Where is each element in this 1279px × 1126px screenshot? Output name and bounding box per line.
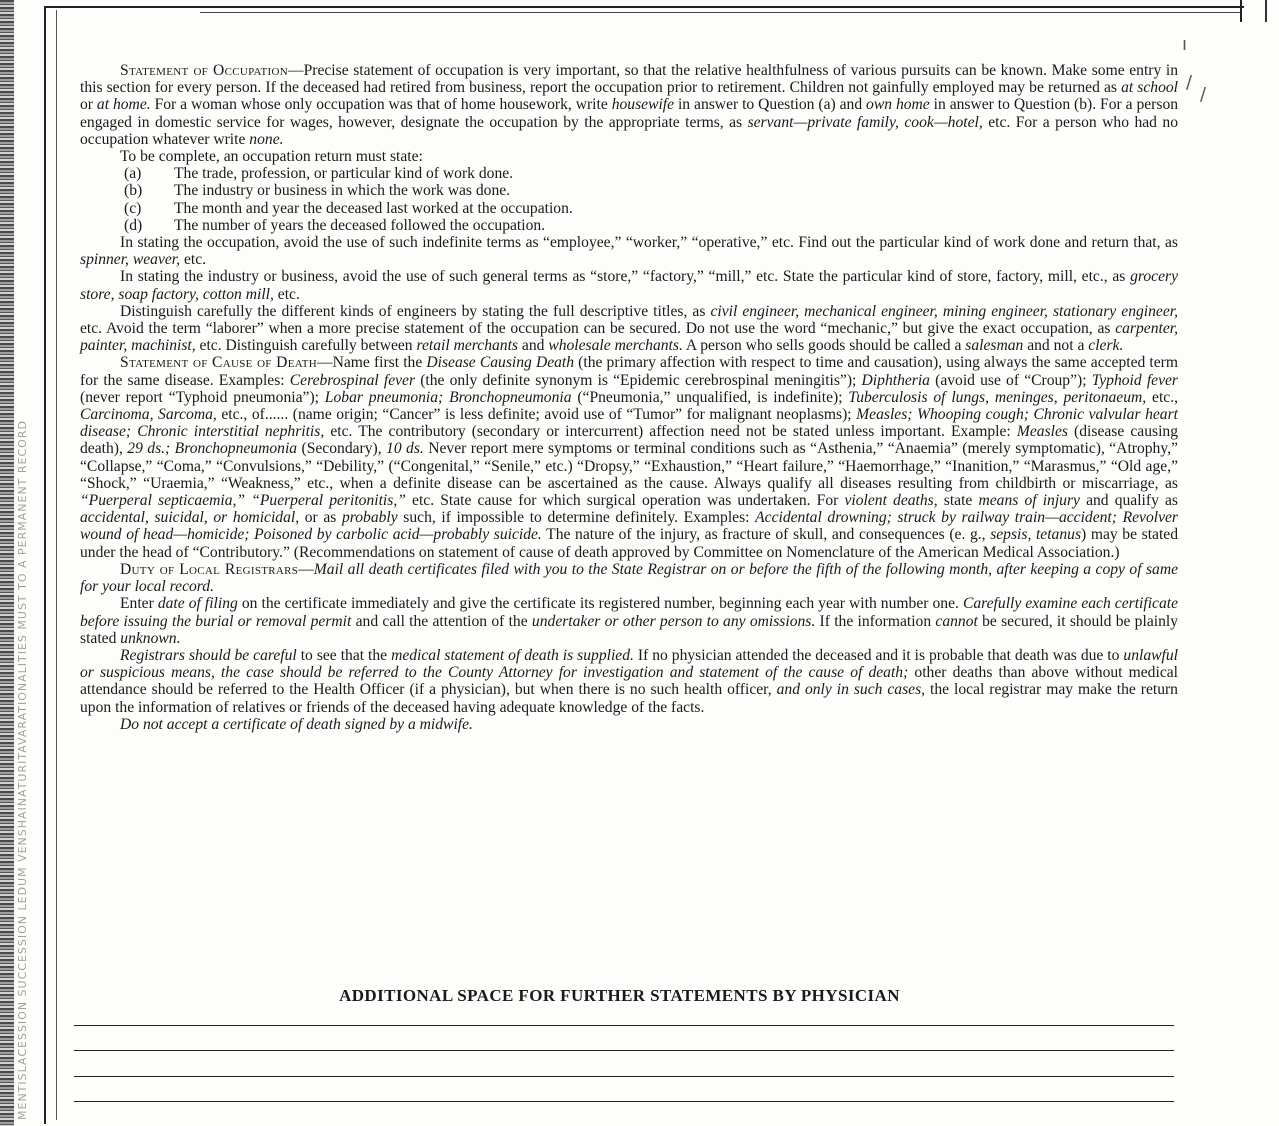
physician-statement-line[interactable] — [74, 1025, 1174, 1026]
engineers-paragraph: Distinguish carefully the different kinds of engineers by stating the full descriptive titles, as civil engineer, mechanical engineer, mining engineer, stationary engineer, etc. Avoid the term “laborer” when a more precise statement of the occupation can be secured. Do not use the word “mechanic,” but give the exact occupation, as carpenter, painter, machinist, etc. Distinguish carefully between retail merchants and wholesale merchants. A person who sells goods should be called a salesman and not a clerk. — [80, 302, 1178, 355]
list-item: (a) The trade, profession, or particular kind of work done. — [124, 165, 514, 183]
midwife-note: Do not accept a certificate of death signed by a midwife. — [120, 715, 473, 733]
frame-line-right — [1240, 0, 1242, 22]
physician-statement-line[interactable] — [74, 1050, 1174, 1051]
registrars-paragraph: Registrars should be careful to see that the medical statement of death is supplied. If no physician attended the deceased and it is probable that death was due to unlawful or suspicious means, the case should be referred to the County Attorney for investigation and statement of the cause of death; other deaths than above without medical attendance should be referred to the Health Officer (if a physician), but when there is no such health officer, and only in such cases, the local registrar may make the return upon the information of relatives or friends of the deceased having adequate knowledge of the facts. — [80, 646, 1178, 716]
frame-line-top — [44, 6, 1244, 8]
scan-mark: / — [1186, 72, 1193, 93]
stating-occupation-paragraph: In stating the occupation, avoid the use of such indefinite terms as “employee,” “worker,” “operative,” etc. Find out the particular kind of work done and return that, as spinner, weaver, etc. — [80, 234, 1178, 269]
occupation-heading: Statement of Occupation — [120, 62, 288, 79]
frame-line-left-inner — [56, 10, 57, 1120]
additional-space-heading: ADDITIONAL SPACE FOR FURTHER STATEMENTS BY PHYSICIAN — [339, 986, 900, 1005]
complete-intro: To be complete, an occupation return must state: — [120, 148, 423, 166]
enter-date-paragraph: Enter date of filing on the certificate immediately and give the certificate its registered number, beginning each year with number one. Carefully examine each certificate before issuing the burial or removal permit and call the attention of the undertaker or other person to any omissions. If the information cannot be secured, it should be plainly stated unknown. — [80, 595, 1179, 647]
physician-statement-line[interactable] — [74, 1101, 1174, 1102]
frame-line-left — [44, 6, 46, 1124]
duty-paragraph: Duty of Local Registrars—Mail all death certificates filed with you to the State Registrar on or before the fifth of the following month, after keeping a copy of same for your local record. — [80, 560, 1179, 596]
list-item: (c) The month and year the deceased last worked at the occupation. — [124, 199, 573, 217]
occupation-requirements-list — [124, 165, 1178, 234]
stating-industry-paragraph: In stating the industry or business, avoid the use of such general terms as “store,” “factory,” “mill,” etc. State the particular kind of store, factory, mill, etc., as grocery store, soap factory, cotton mill, etc. — [80, 268, 1178, 303]
scan-mark: / — [1200, 84, 1207, 105]
frame-line-right-outer — [1265, 0, 1267, 22]
frame-line-top-inner — [200, 12, 1240, 13]
occupation-paragraph: Statement of Occupation—Precise statement of occupation is very important, so that the relative healthfulness of various pursuits can be known. Make some entry in this section for every person. If the deceased had retired from business, report the occupation prior to retirement. Children not gainfully employed may be returned as at school or at home. For a woman whose only occupation was that of home housework, write housewife in answer to Question (a) and own home in answer to Question (b). For a person engaged in domestic service for wages, however, designate the occupation by the appropriate terms, as servant—private family, cook—hotel, etc. For a person who had no occupation whatever write none. — [80, 62, 1179, 148]
scan-binding-strip — [0, 0, 14, 1126]
list-item: (d) The number of years the deceased followed the occupation. — [124, 216, 546, 234]
scan-mark: ı — [1182, 34, 1188, 55]
duty-heading: Duty of Local Registrars — [120, 560, 299, 578]
cause-of-death-paragraph: Statement of Cause of Death—Name first the Disease Causing Death (the primary affection with respect to time and causation), using always the same accepted term for the same disease. Examples: Cerebrospinal fever (the only definite synonym is “Epidemic cerebrospinal meningitis”); Diphtheria (avoid use of “Croup”); Typhoid fever (never report “Typhoid pneumonia”); Lobar pneumonia; Bronchopneumonia (“Pneumonia,” unqualified, is indefinite); Tuberculosis of lungs, meninges, peritonaeum, etc., Carcinoma, Sarcoma, etc., of...... (name origin; “Cancer” is less definite; avoid use of “Tumor” for malignant neoplasms); Measles; Whooping cough; Chronic valvular heart disease; Chronic interstitial nephritis, etc. The contributory (secondary or intercurrent) affection need not be stated unless important. Example: Measles (disease causing death), 29 ds.; Bronchopneumonia (Secondary), 10 ds. Never report mere symptoms or terminal conditions such as “Asthenia,” “Anaemia” (merely symptomatic), “Atrophy,” “Collapse,” “Coma,” “Convulsions,” “Debility,” (“Congenital,” “Senile,” etc.) “Dropsy,” “Exhaustion,” “Heart failure,” “Haemorrhage,” “Inanition,” “Marasmus,” “Old age,” “Shock,” “Uraemia,” “Weakness,” etc., when a definite disease can be ascertained as the cause. Always qualify all diseases resulting from childbirth or miscarriage, as “Puerperal septicaemia,” “Puerperal peritonitis,” etc. State cause for which surgical operation was undertaken. For violent deaths, state means of injury and qualify as accidental, suicidal, or homicidal, or as probably such, if impossible to determine definitely. Examples: Accidental drowning; struck by railway train—accident; Revolver wound of head—homicide; Poisoned by carbolic acid—probably suicide. The nature of the injury, as fracture of skull, and consequences (e. g., sepsis, tetanus) may be stated under the head of “Contributory.” (Recommendations on statement of cause of death approved by Committee on Nomenclature of the American Medical Association.) — [80, 354, 1179, 561]
physician-statement-line[interactable] — [74, 1076, 1174, 1077]
list-item: (b) The industry or business in which the work was done. — [124, 182, 511, 200]
binding-margin-text: MENTISLACESSION SUCCESSION LEDUM VENSHAINATURITAVARATIONALITIES MUST TO A PERMANENT RECORD — [16, 420, 29, 1120]
cause-heading: Statement of Cause of Death — [120, 354, 318, 372]
instructions-body — [80, 62, 1178, 733]
